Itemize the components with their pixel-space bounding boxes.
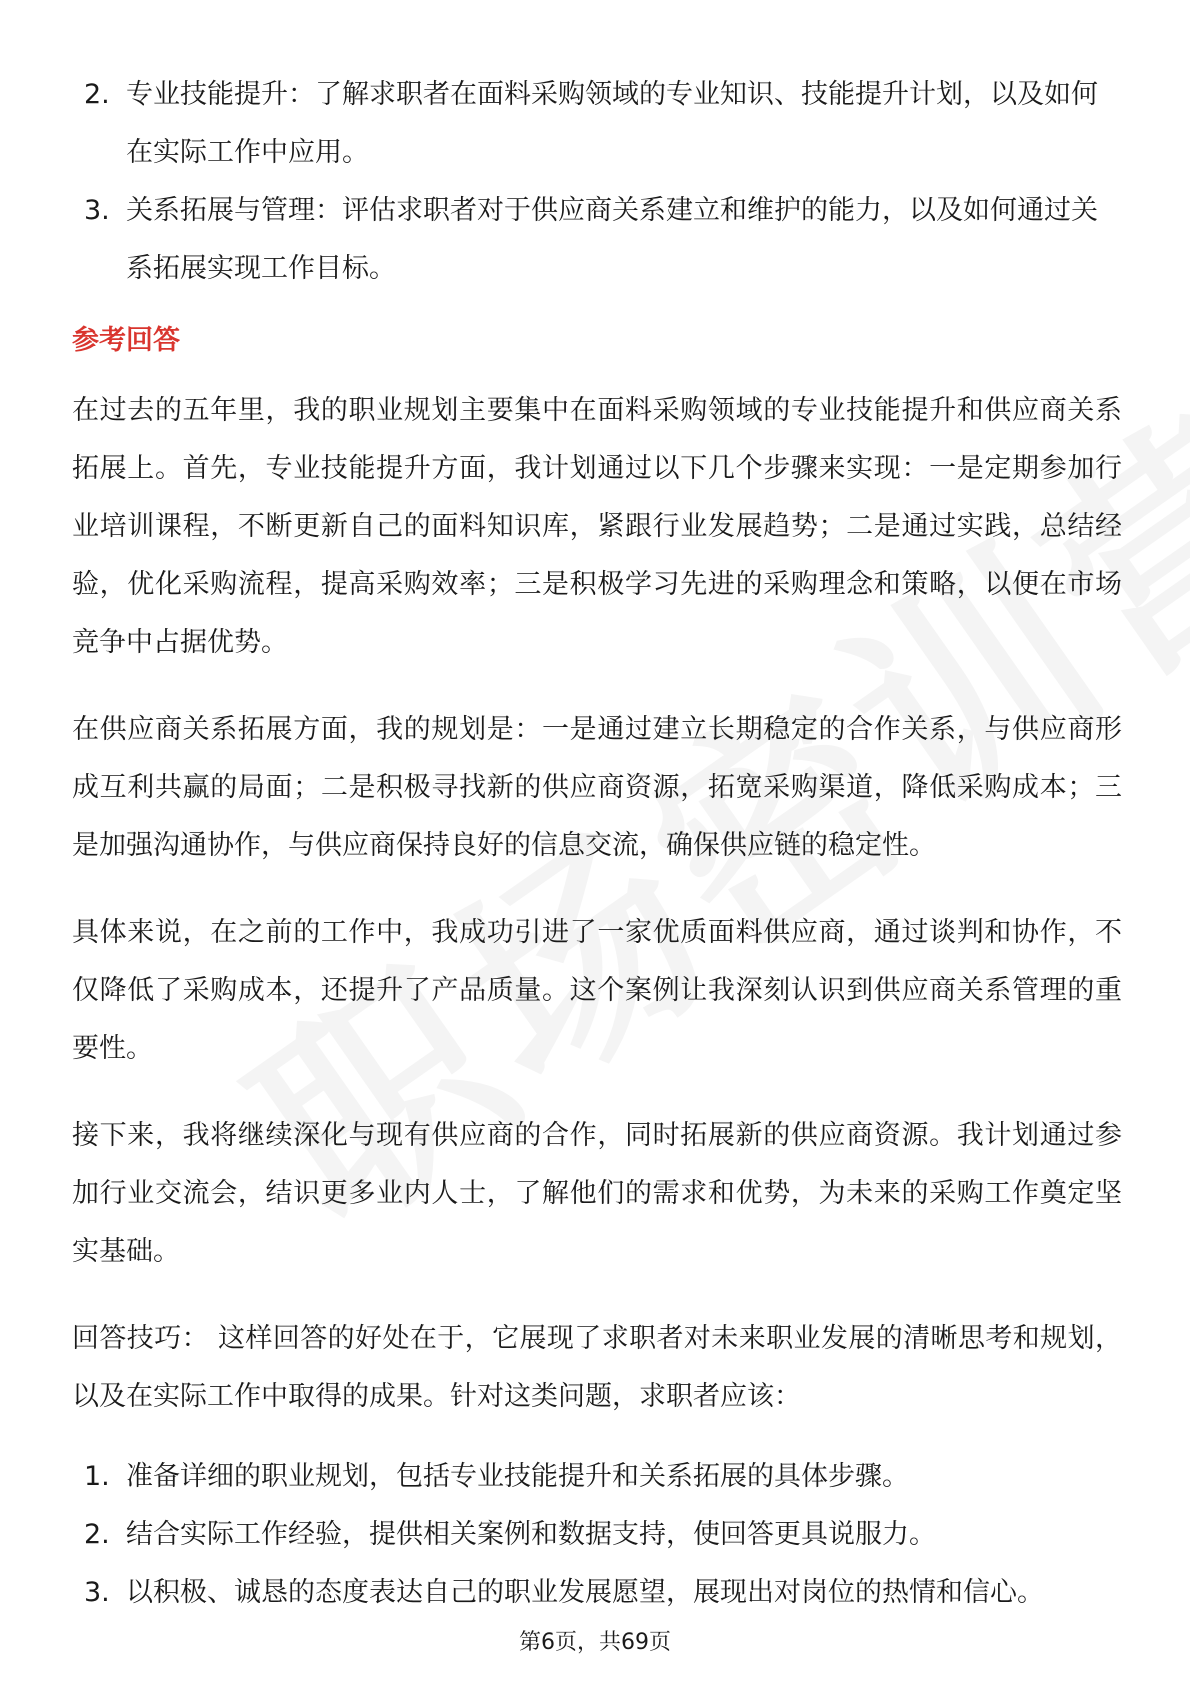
list-number: 2. xyxy=(84,1519,110,1550)
answer-paragraph: 在供应商关系拓展方面，我的规划是：一是通过建立长期稳定的合作关系，与供应商形成互利共赢的局面；二是积极寻找新的供应商资源，拓宽采购渠道，降低采购成本；三是加强沟通协作，与供应商保持良好的信息交流，确保供应链的稳定性。 xyxy=(72,714,1122,861)
list-item-text: 以积极、诚恳的态度表达自己的职业发展愿望，展现出对岗位的热情和信心。 xyxy=(126,1577,1044,1608)
section-title: 参考回答 xyxy=(72,325,180,356)
page-content xyxy=(72,66,1122,1622)
list-number: 3. xyxy=(84,1577,110,1608)
list-number: 3. xyxy=(84,195,110,226)
list-number: 1. xyxy=(84,1461,110,1492)
bottom-numbered-list xyxy=(72,1448,1122,1622)
list-item xyxy=(72,182,1122,298)
list-item xyxy=(72,66,1122,182)
list-item-text: 准备详细的职业规划，包括专业技能提升和关系拓展的具体步骤。 xyxy=(126,1461,909,1492)
page-footer: 第6页，共69页 xyxy=(519,1630,671,1655)
list-item xyxy=(72,1448,1122,1506)
list-item xyxy=(72,1564,1122,1622)
answer-paragraph: 具体来说，在之前的工作中，我成功引进了一家优质面料供应商，通过谈判和协作，不仅降低了采购成本，还提升了产品质量。这个案例让我深刻认识到供应商关系管理的重要性。 xyxy=(72,917,1122,1064)
list-number: 2. xyxy=(84,79,110,110)
list-item-text: 专业技能提升：了解求职者在面料采购领域的专业知识、技能提升计划，以及如何在实际工作中应用。 xyxy=(126,79,1098,168)
top-numbered-list xyxy=(72,66,1122,298)
answer-paragraph: 在过去的五年里，我的职业规划主要集中在面料采购领域的专业技能提升和供应商关系拓展上。首先，专业技能提升方面，我计划通过以下几个步骤来实现：一是定期参加行业培训课程，不断更新自己的面料知识库，紧跟行业发展趋势；二是通过实践，总结经验，优化采购流程，提高采购效率；三是积极学习先进的采购理念和策略，以便在市场竞争中占据优势。 xyxy=(72,395,1122,658)
list-item-text: 结合实际工作经验，提供相关案例和数据支持，使回答更具说服力。 xyxy=(126,1519,936,1550)
answer-paragraph: 接下来，我将继续深化与现有供应商的合作，同时拓展新的供应商资源。我计划通过参加行业交流会，结识更多业内人士，了解他们的需求和优势，为未来的采购工作奠定坚实基础。 xyxy=(72,1120,1122,1267)
answer-tips: 回答技巧： 这样回答的好处在于，它展现了求职者对未来职业发展的清晰思考和规划，以及在实际工作中取得的成果。针对这类问题，求职者应该： xyxy=(72,1323,1122,1412)
list-item-text: 关系拓展与管理：评估求职者对于供应商关系建立和维护的能力，以及如何通过关系拓展实现工作目标。 xyxy=(126,195,1098,284)
list-item xyxy=(72,1506,1122,1564)
